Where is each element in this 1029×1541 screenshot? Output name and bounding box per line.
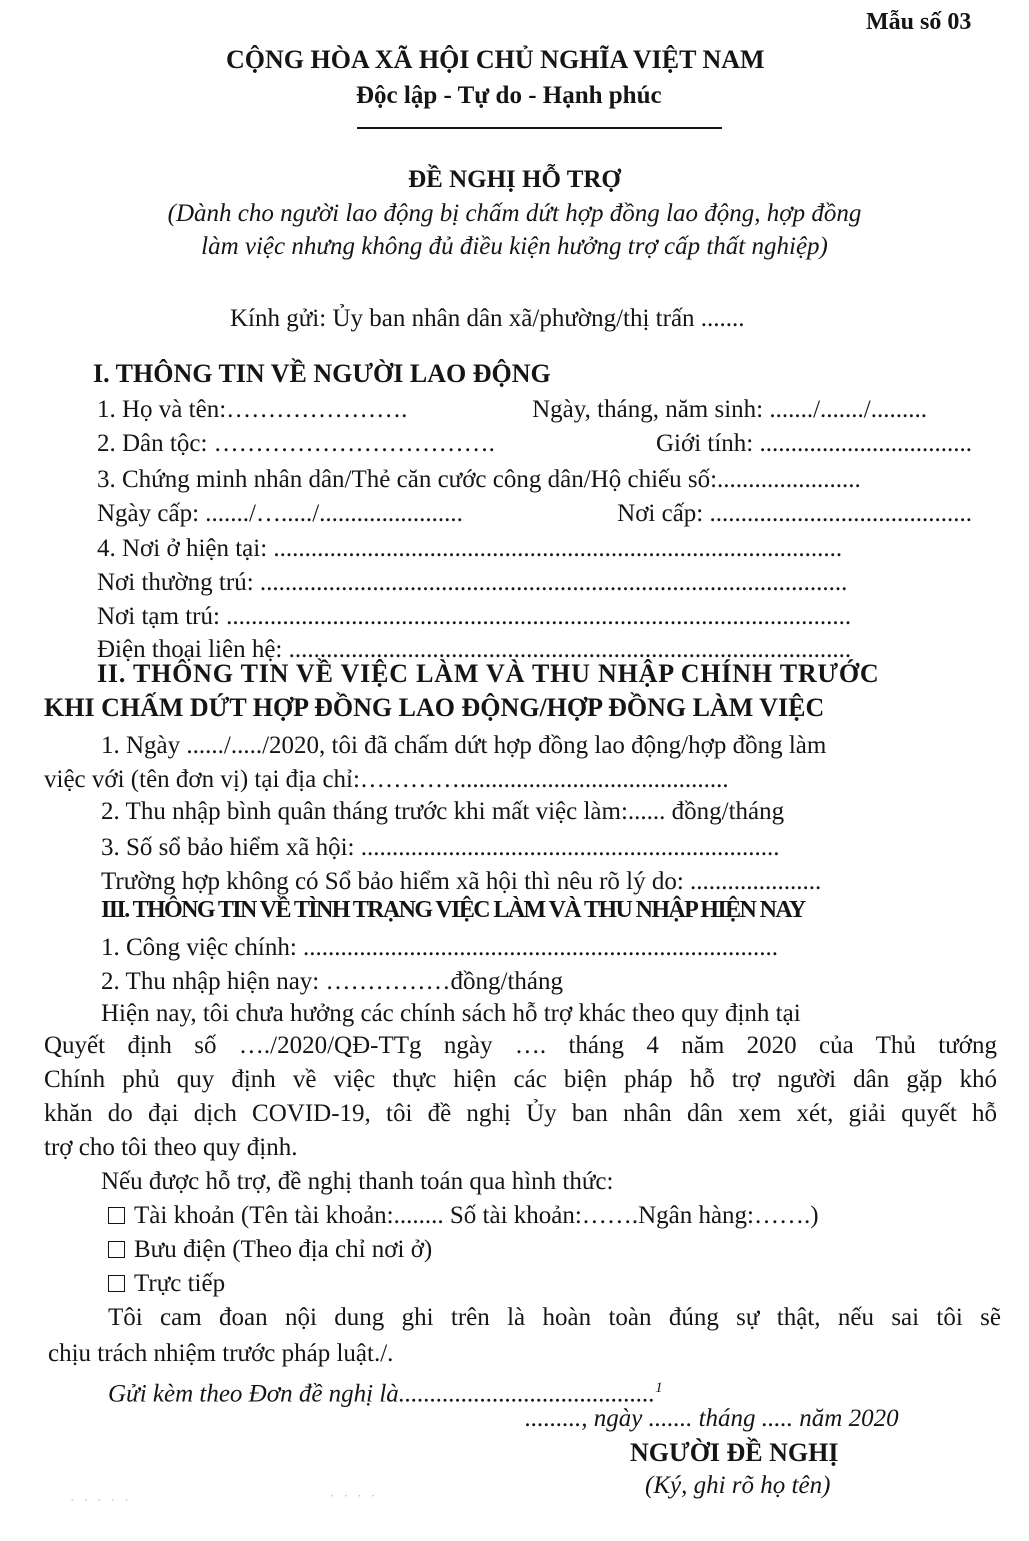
bank-checkbox-icon[interactable] bbox=[108, 1207, 125, 1224]
issue-date-label: Ngày cấp: ......./…...../....................... bbox=[97, 500, 463, 527]
field-issue bbox=[97, 498, 972, 530]
payment-option-bank[interactable] bbox=[108, 1200, 819, 1232]
field-ethnicity bbox=[97, 428, 972, 460]
payment-option-post[interactable] bbox=[108, 1234, 432, 1266]
direct-checkbox-icon[interactable] bbox=[108, 1275, 125, 1292]
payment-option-direct[interactable] bbox=[108, 1268, 225, 1300]
commitment-line-1: Tôi cam đoan nội dung ghi trên là hoàn toàn đúng sự thật, nếu sai tôi sẽ bbox=[108, 1304, 1001, 1331]
signature-note: (Ký, ghi rõ họ tên) bbox=[645, 1472, 831, 1499]
section-3-heading: III. THÔNG TIN VỀ TÌNH TRẠNG VIỆC LÀM VÀ THU NHẬP HIỆN NAY bbox=[101, 897, 805, 923]
issue-place-label: Nơi cấp: .......................................... bbox=[617, 500, 972, 527]
signature-date: ........., ngày ....... tháng ..... năm 2020 bbox=[525, 1405, 899, 1432]
attachment-text: Gửi kèm theo Đơn đề nghị là......................................... bbox=[108, 1380, 656, 1408]
statement-line-4: khăn do đại dịch COVID-19, tôi đề nghị Ủy ban nhân dân xem xét, giải quyết hỗ bbox=[44, 1100, 997, 1127]
addressee: Kính gửi: Ủy ban nhân dân xã/phường/thị trấn ....... bbox=[230, 305, 745, 332]
section-2-heading-line1: II. THÔNG TIN VỀ VIỆC LÀM VÀ THU NHẬP CHÍNH TRƯỚC bbox=[97, 659, 880, 688]
footnote-marker: 1 bbox=[655, 1380, 663, 1396]
national-title: CỘNG HÒA XÃ HỘI CHỦ NGHĨA VIỆT NAM bbox=[226, 45, 765, 74]
field-full-name bbox=[97, 394, 927, 426]
full-name-label: 1. Họ và tên:…………………. bbox=[97, 396, 408, 423]
bank-option-label: Tài khoản (Tên tài khoản:........ Số tài khoản:…….Ngân hàng:…….) bbox=[134, 1202, 819, 1229]
document-subtitle-line1: (Dành cho người lao động bị chấm dứt hợp đồng lao động, hợp đồng bbox=[167, 200, 862, 227]
termination-line1: 1. Ngày ....../...../2020, tôi đã chấm dứt hợp đồng lao động/hợp đồng làm bbox=[101, 732, 827, 759]
post-option-label: Bưu điện (Theo địa chỉ nơi ở) bbox=[134, 1236, 433, 1263]
document-subtitle-line2: làm việc nhưng không đủ điều kiện hưởng trợ cấp thất nghiệp) bbox=[201, 233, 828, 260]
field-id-number: 3. Chứng minh nhân dân/Thẻ căn cước công dân/Hộ chiếu số:....................... bbox=[97, 466, 861, 493]
post-checkbox-icon[interactable] bbox=[108, 1241, 125, 1258]
section-2-heading-line2: KHI CHẤM DỨT HỢP ĐỒNG LAO ĐỘNG/HỢP ĐỒNG LÀM VIỆC bbox=[44, 693, 825, 722]
national-motto: Độc lập - Tự do - Hạnh phúc bbox=[356, 82, 662, 109]
scan-speck-left: · · · · · bbox=[70, 1492, 132, 1507]
dob-label: Ngày, tháng, năm sinh: ......./......./......... bbox=[532, 396, 927, 423]
gender-label: Giới tính: .................................. bbox=[655, 430, 972, 457]
form-number: Mẫu số 03 bbox=[866, 9, 972, 35]
scan-speck-middle: · · · · bbox=[330, 1488, 379, 1503]
statement-line-3: Chính phủ quy định về việc thực hiện các biện pháp hỗ trợ người dân gặp khó bbox=[44, 1066, 997, 1093]
signer-title: NGƯỜI ĐỀ NGHỊ bbox=[630, 1438, 839, 1467]
statement-line-1: Hiện nay, tôi chưa hưởng các chính sách hỗ trợ khác theo quy định tại bbox=[101, 1000, 801, 1027]
field-temporary-address: Nơi tạm trú: .................................................................................................... bbox=[97, 603, 852, 630]
social-insurance-number: 3. Số sổ bảo hiểm xã hội: ................................................................... bbox=[101, 834, 780, 861]
section-1-heading: I. THÔNG TIN VỀ NGƯỜI LAO ĐỘNG bbox=[93, 359, 551, 388]
document-title: ĐỀ NGHỊ HỖ TRỢ bbox=[408, 166, 621, 193]
average-income: 2. Thu nhập bình quân tháng trước khi mất việc làm:...... đồng/tháng bbox=[101, 798, 785, 825]
no-insurance-reason: Trường hợp không có Sổ bảo hiểm xã hội thì nêu rõ lý do: ..................... bbox=[101, 868, 822, 895]
commitment-line-2: chịu trách nhiệm trước pháp luật./. bbox=[48, 1340, 394, 1367]
current-income: 2. Thu nhập hiện nay: ……………đồng/tháng bbox=[101, 968, 563, 995]
termination-line2: việc với (tên đơn vị) tại địa chỉ:…………........................................... bbox=[44, 766, 729, 793]
header-divider bbox=[357, 127, 722, 129]
payment-intro: Nếu được hỗ trợ, đề nghị thanh toán qua hình thức: bbox=[101, 1168, 614, 1195]
field-permanent-address: Nơi thường trú: .............................................................................................. bbox=[97, 569, 848, 596]
statement-line-2: Quyết định số …./2020/QĐ-TTg ngày …. tháng 4 năm 2020 của Thủ tướng bbox=[44, 1032, 997, 1059]
field-current-address: 4. Nơi ở hiện tại: ........................................................................................... bbox=[97, 535, 843, 562]
direct-option-label: Trực tiếp bbox=[134, 1270, 226, 1297]
statement-line-5: trợ cho tôi theo quy định. bbox=[44, 1134, 298, 1161]
field-phone: Điện thoại liên hệ: .......................................................................................... bbox=[97, 636, 852, 663]
main-job: 1. Công việc chính: ............................................................................ bbox=[101, 934, 779, 961]
ethnicity-label: 2. Dân tộc: ……………………………. bbox=[97, 430, 495, 457]
